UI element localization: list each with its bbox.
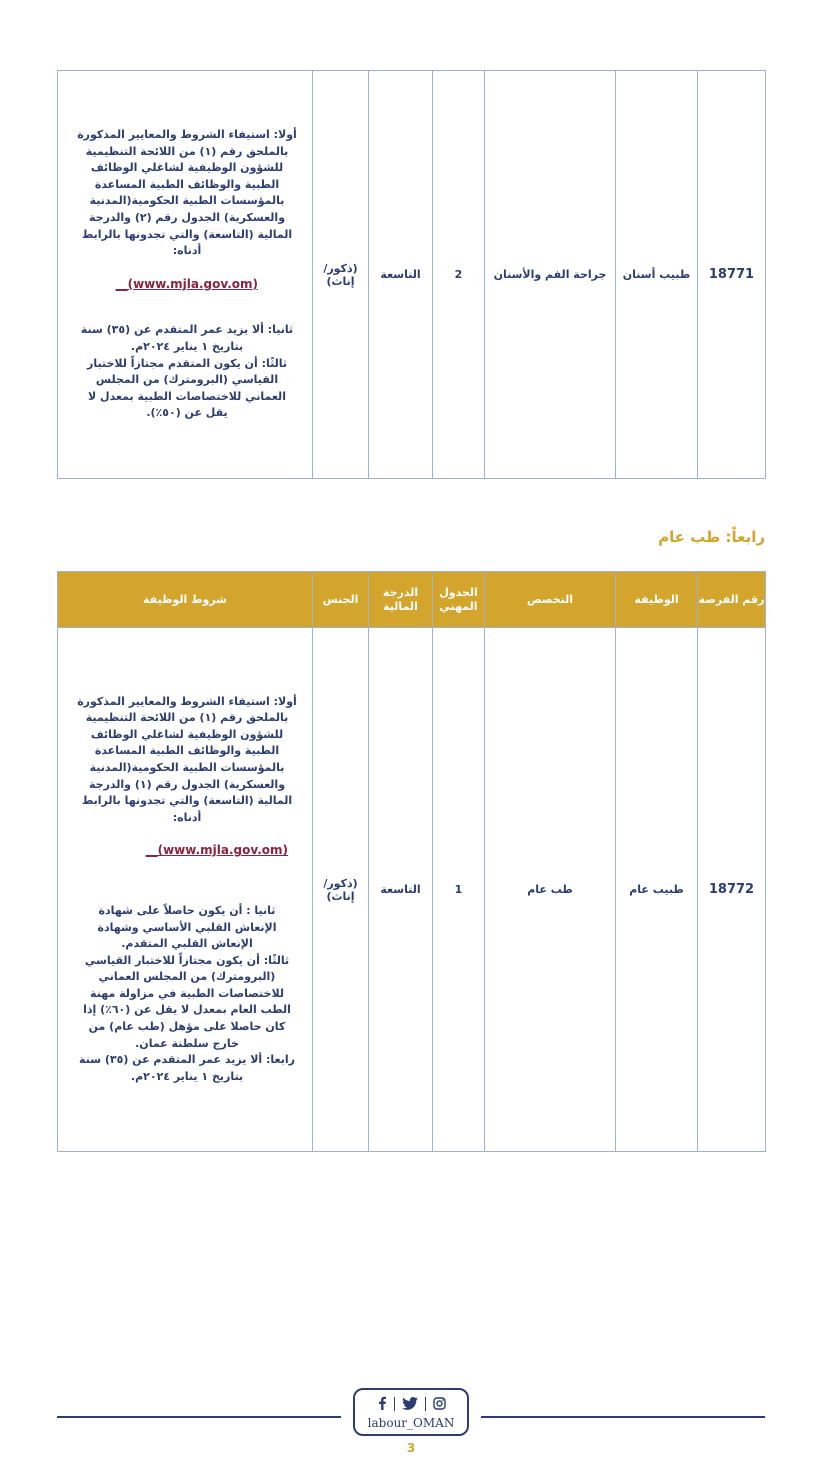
header-financial-grade: الدرجة المالية [369, 572, 433, 628]
opportunity-number: 18771 [698, 71, 766, 479]
condition-third: ثالثًا: أن يكون المتقدم مجتازاً للاختبار القياسي (البرومترك) من المجلس العماني للاختصاصات الطبية بمعدل لا يقل عن (٥٠٪). [87, 356, 287, 420]
header-specialty: التخصص [485, 572, 616, 628]
professional-schedule: 2 [433, 71, 485, 479]
page-number: 3 [406, 1441, 416, 1455]
specialty: جراحة الفم والأسنان [485, 71, 616, 479]
financial-grade: التاسعة [369, 628, 433, 1152]
condition-third: ثالثًا: أن يكون مجتازاً للاختبار القياسي (البرومترك) من المجلس العماني للاختصاصات الطبية في مزاولة مهنة الطب العام بمعدل لا يقل عن (٦٠٪) إذا كان حاصلا على مؤهل (طب عام) من خارج سلطنة عمان. [83, 953, 291, 1050]
jobs-table-general [57, 571, 766, 1152]
condition-first: أولا: استيفاء الشروط والمعايير المذكورة بالملحق رقم (١) من اللائحة التنظيمية للشؤون الوظيفية لشاغلي الوظائف الطبية والوظائف الطبية المساعدة بالمؤسسات الطبية الحكومية(المدنية والعسكرية) الجدول رقم (١) والدرجة المالية (التاسعة) والتي تجدونها بالرابط أدناه: [77, 694, 297, 824]
job-title: طبيب عام [616, 628, 698, 1152]
footer-divider-right [481, 1416, 765, 1418]
header-professional-schedule: الجدول المهني [433, 572, 485, 628]
header-conditions: شروط الوظيفة [58, 572, 313, 628]
footer-divider-left [57, 1416, 341, 1418]
header-opportunity-number: رقم الفرصة [698, 572, 766, 628]
financial-grade: التاسعة [369, 71, 433, 479]
social-media-badge [353, 1388, 469, 1436]
condition-second: ثانيا: ألا يزيد عمر المتقدم عن (٣٥) سنة بتاريخ ١ يناير ٢٠٢٤م. [80, 323, 294, 353]
job-title: طبيب أسنان [616, 71, 698, 479]
mjla-link[interactable]: (www.mjla.gov.om)__ [145, 843, 288, 858]
condition-fourth: رابعا: ألا يزيد عمر المتقدم عن (٣٥) سنة بتاريخ ١ يناير ٢٠٢٤م. [79, 1053, 295, 1083]
table-row [58, 71, 766, 479]
facebook-icon[interactable] [377, 1395, 387, 1414]
table-header-row [58, 572, 766, 628]
job-conditions [58, 71, 313, 479]
gender: (ذكور/ إناث) [313, 628, 369, 1152]
instagram-icon[interactable] [433, 1395, 446, 1414]
twitter-icon[interactable] [402, 1395, 418, 1414]
opportunity-number: 18772 [698, 628, 766, 1152]
condition-second: ثانيا : أن يكون حاصلاً على شهادة الإنعاش القلبي الأساسي وشهادة الإنعاش القلبي المتقدم. [97, 903, 277, 951]
job-conditions [58, 628, 313, 1152]
condition-first: أولا: استيفاء الشروط والمعايير المذكورة بالملحق رقم (١) من اللائحة التنظيمية للشؤون الوظيفية لشاغلي الوظائف الطبية والوظائف الطبية المساعدة بالمؤسسات الطبية الحكومية(المدنية والعسكرية) الجدول رقم (٢) والدرجة المالية (التاسعة) والتي تجدونها بالرابط أدناه: [77, 128, 297, 258]
professional-schedule: 1 [433, 628, 485, 1152]
jobs-table-dental [57, 70, 766, 479]
social-handle: labour_OMAN [367, 1416, 455, 1430]
table-row [58, 628, 766, 1152]
header-gender: الجنس [313, 572, 369, 628]
gender: (ذكور/ إناث) [313, 71, 369, 479]
section-title: رابعاً: طب عام [658, 528, 765, 546]
specialty: طب عام [485, 628, 616, 1152]
mjla-link[interactable]: (www.mjla.gov.om)__ [115, 276, 258, 291]
header-job: الوظيفة [616, 572, 698, 628]
